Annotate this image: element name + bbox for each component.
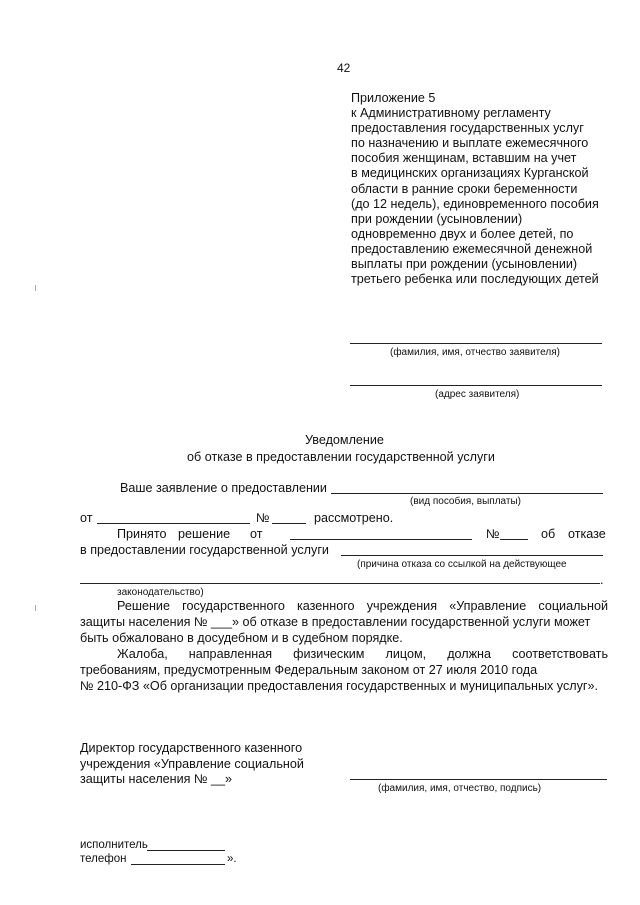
applicant-name-line [350, 343, 602, 344]
complaint-line-2: требованиям, предусмотренным Федеральным законом от 27 июля 2010 года [80, 663, 538, 677]
annex-line: третьего ребенка или последующих детей [351, 272, 599, 287]
page-number: 42 [337, 61, 351, 75]
refusal-word: отказе [568, 527, 606, 541]
application-number-line [272, 523, 306, 524]
director-line: Директор государственного казенного [80, 741, 303, 755]
phone-tail: ». [227, 853, 237, 865]
signature-caption: (фамилия, имя, отчество, подпись) [378, 783, 542, 794]
director-block [80, 741, 304, 788]
legislation-caption: законодательство) [117, 587, 204, 598]
applicant-name-caption: (фамилия, имя, отчество заявителя) [390, 347, 560, 358]
reason-continuation-line [80, 583, 600, 584]
signature-line [350, 779, 607, 780]
about-word: об [541, 527, 556, 541]
annex-line: предоставления государственных услуг [351, 121, 584, 136]
scan-edge-mark [35, 285, 36, 291]
decision-word-decision: решение [178, 527, 231, 541]
annex-line: по назначению и выплате ежемесячного [351, 136, 589, 151]
decision-date-line [290, 539, 472, 540]
notice-title: Уведомление [305, 433, 384, 447]
annex-line: (до 12 недель), единовременного пособия [351, 196, 599, 211]
benefit-type-line [331, 493, 603, 494]
annex-line: в медицинских организациях Курганской [351, 166, 589, 181]
annex-line: к Административному регламенту [351, 106, 551, 121]
benefit-caption: (вид пособия, выплаты) [410, 496, 521, 507]
executor-label: исполнитель [80, 839, 148, 851]
annex-line: области в ранние сроки беременности [351, 181, 578, 196]
refusal-service-prefix: в предоставлении государственной услуги [80, 543, 329, 557]
director-line: защиты населения № __» [80, 772, 233, 786]
annex-block [351, 91, 599, 287]
appeal-line-1: Решение государственного казенного учреждения «Управление социальной [117, 599, 608, 613]
appeal-line-2: защиты населения № ___» об отказе в предоставлении государственной услуги может [80, 615, 591, 629]
director-line: учреждения «Управление социальной [80, 756, 304, 771]
from-word: от [80, 511, 93, 525]
applicant-address-line [350, 385, 602, 386]
decision-number-line [500, 539, 528, 540]
decision-word-from: от [250, 527, 263, 541]
considered-word: рассмотрено. [314, 511, 394, 525]
phone-label: телефон [80, 853, 127, 865]
annex-line: при рождении (усыновлении) [351, 211, 523, 226]
decision-number-sign: № [486, 527, 500, 541]
annex-line: выплаты при рождении (усыновлении) [351, 257, 578, 272]
appeal-line-3: быть обжаловано в досудебном и в судебном порядке. [80, 631, 403, 645]
refusal-reason-line [341, 555, 603, 556]
annex-line: пособия женщинам, вставшим на учет [351, 151, 577, 166]
application-prefix: Ваше заявление о предоставлении [120, 481, 327, 495]
annex-line: одновременно двух и более детей, по [351, 226, 574, 241]
reason-dot: . [600, 573, 604, 587]
complaint-line-1: Жалоба, направленная физическим лицом, должна соответствовать [117, 647, 609, 661]
notice-subtitle: об отказе в предоставлении государственной услуги [187, 450, 495, 464]
number-sign: № [256, 511, 270, 525]
application-date-line [97, 523, 250, 524]
applicant-address-caption: (адрес заявителя) [435, 389, 520, 400]
decision-word-accepted: Принято [117, 527, 167, 541]
complaint-line-3: № 210-ФЗ «Об организации предоставления государственных и муниципальных услуг». [80, 679, 599, 693]
annex-line: предоставлению ежемесячной денежной [351, 241, 593, 256]
executor-line [147, 850, 225, 851]
annex-line: Приложение 5 [351, 91, 436, 105]
phone-line [131, 864, 225, 865]
reason-caption: (причина отказа со ссылкой на действующее [357, 559, 567, 570]
scan-edge-mark [35, 605, 36, 611]
